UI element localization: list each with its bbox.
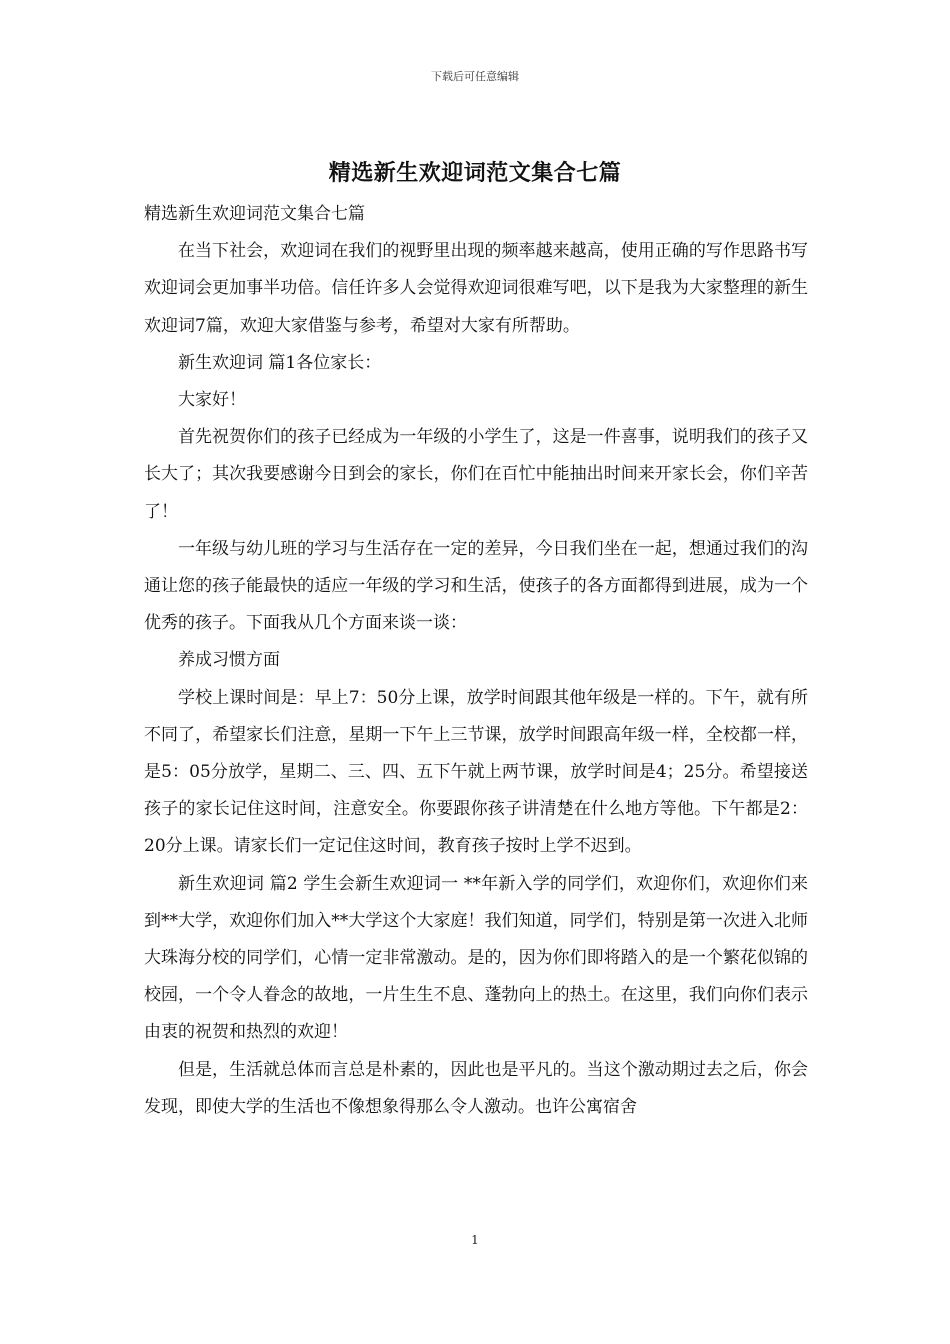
document-body [144,196,808,1126]
section-1-heading: 新生欢迎词 篇1各位家长： [178,352,382,373]
habit-heading: 养成习惯方面 [178,650,280,671]
body-paragraph: 学校上课时间是：早上7：50分上课，放学时间跟其他年级是一样的。下午，就有所不同了，希望家长们注意，星期一下午上三节课，放学时间跟高年级一样，全校都一样，是5：05分放学，星期二、三、四、五下午就上两节课，放学时间是4；25分。希望接送孩子的家长记住这时间，注意安全。你要跟你孩子讲清楚在什么地方等他。下午都是2：20分上课。请家长们一定记住这时间，教育孩子按时上学不迟到。 [144,687,808,857]
section-2-paragraph: 新生欢迎词 篇2 学生会新生欢迎词一 **年新入学的同学们，欢迎你们，欢迎你们来到**大学，欢迎你们加入**大学这个大家庭！我们知道，同学们，特别是第一次进入北师大珠海分校的同学们，心情一定非常激动。是的，因为你们即将踏入的是一个繁花似锦的校园，一个令人眷念的故地，一片生生不息、蓬勃向上的热土。在这里，我们向你们表示由衷的祝贺和热烈的欢迎！ [144,873,808,1043]
header-note: 下载后可任意编辑 [431,70,519,83]
greeting-paragraph: 大家好！ [178,390,246,411]
body-paragraph: 但是，生活就总体而言总是朴素的，因此也是平凡的。当这个激动期过去之后，你会发现，即使大学的生活也不像想象得那么令人激动。也许公寓宿舍 [144,1059,808,1117]
page-number: 1 [471,1233,479,1247]
body-paragraph: 首先祝贺你们的孩子已经成为一年级的小学生了，这是一件喜事，说明我们的孩子又长大了；其次我要感谢今日到会的家长，你们在百忙中能抽出时间来开家长会，你们辛苦了！ [144,427,808,522]
body-paragraph: 一年级与幼儿班的学习与生活存在一定的差异，今日我们坐在一起，想通过我们的沟通让您的孩子能最快的适应一年级的学习和生活，使孩子的各方面都得到进展，成为一个优秀的孩子。下面我从几个方面来谈一谈： [144,538,808,634]
intro-paragraph: 在当下社会，欢迎词在我们的视野里出现的频率越来越高，使用正确的写作思路书写欢迎词会更加事半功倍。信任许多人会觉得欢迎词很难写吧，以下是我为大家整理的新生欢迎词7篇，欢迎大家借鉴与参考，希望对大家有所帮助。 [144,241,808,336]
subtitle-paragraph: 精选新生欢迎词范文集合七篇 [144,204,365,224]
document-title: 精选新生欢迎词范文集合七篇 [328,160,622,186]
